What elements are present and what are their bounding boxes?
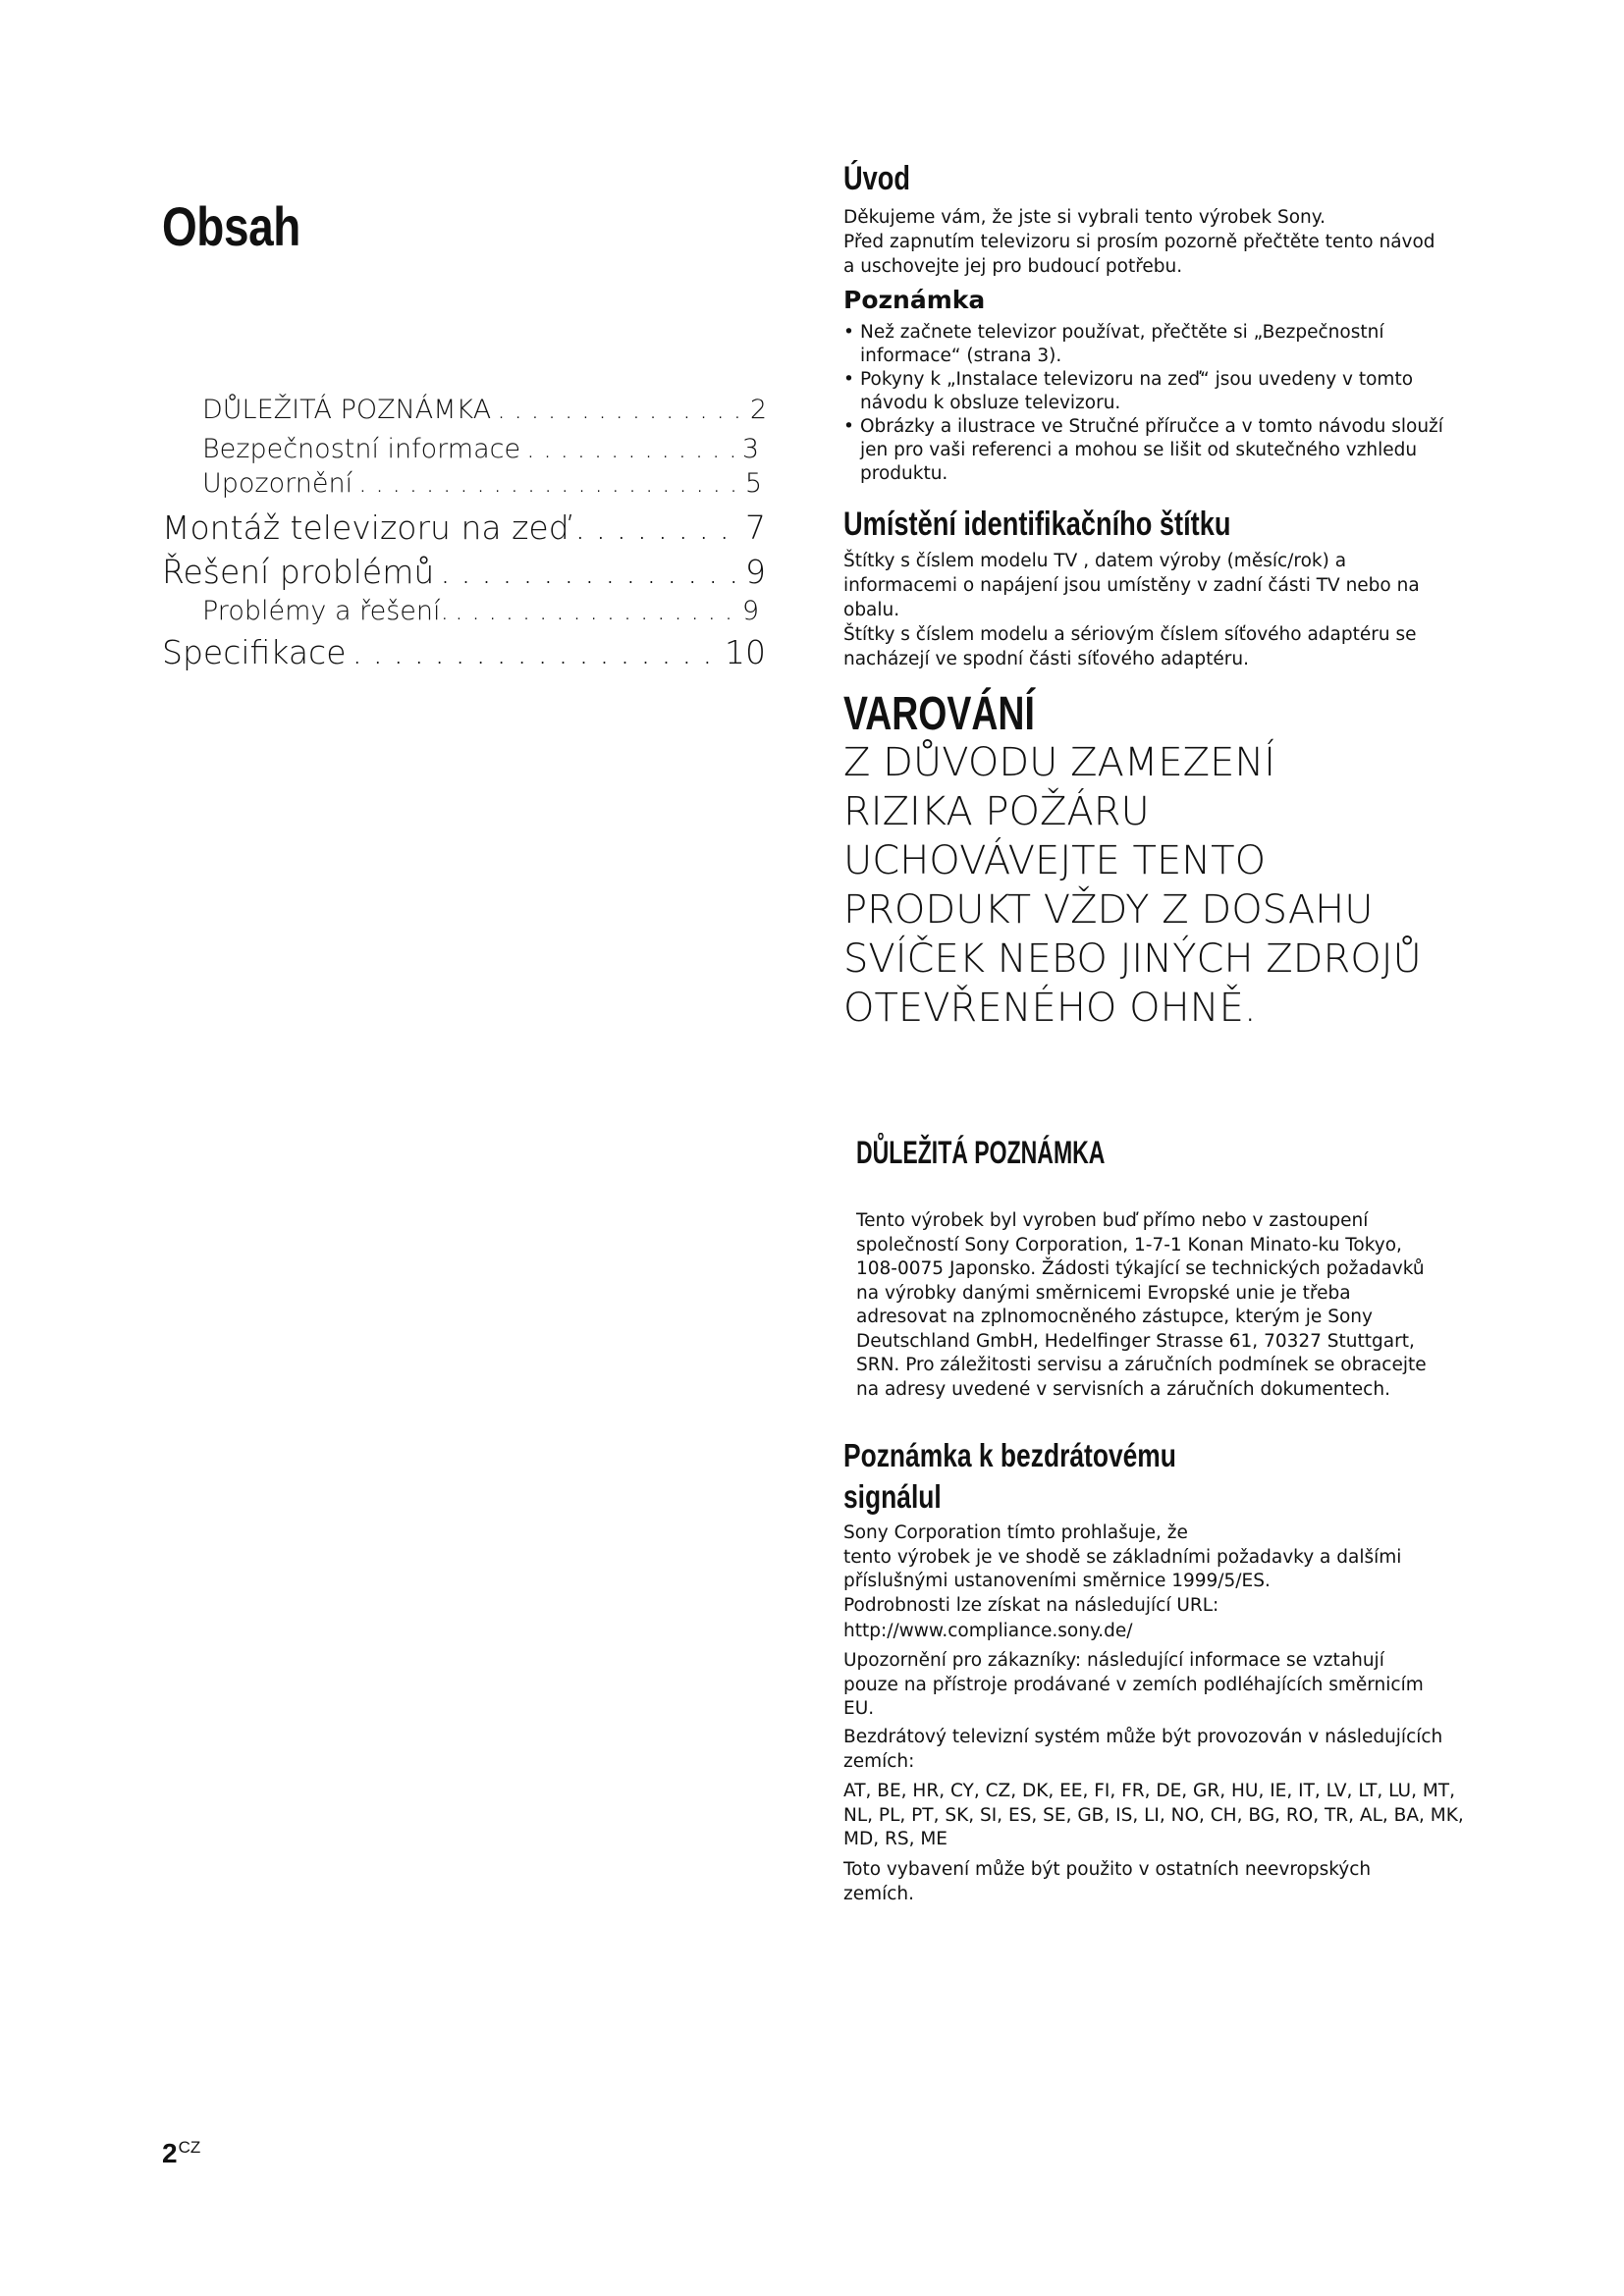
toc-leader-dots <box>575 508 739 547</box>
toc-entry[interactable] <box>162 553 766 591</box>
toc-entry[interactable] <box>202 395 767 425</box>
note-heading: Poznámka <box>843 286 986 314</box>
page-number-value: 2 <box>162 2138 178 2168</box>
wireless-declaration: Sony Corporation tímto prohlašuje, že tento výrobek je ve shodě se základními požadavky a dalšími příslušnými ustanoveními směrnice 1999/5/ES. Podrobnosti lze získat na následující URL: <box>843 1522 1402 1616</box>
toc-entry[interactable] <box>162 633 766 671</box>
toc-entry-label: Specifikace <box>162 633 347 671</box>
toc-entry-label: Problémy a řešení. <box>202 596 450 626</box>
list-item: • Než začnete televizor používat, přečtěte si „Bezpečnostní informace“ (strana 3). <box>843 321 1472 368</box>
customer-notice: Upozornění pro zákazníky: následující informace se vztahují pouze na přístroje prodávané v zemích podléhajících směrnicím EU. <box>843 1650 1424 1719</box>
toc-entry-label: Upozornění <box>202 468 353 499</box>
page-number <box>162 2138 200 2169</box>
toc-entry-label: DŮLEŽITÁ POZNÁMKA <box>202 395 492 425</box>
toc-entry-page: 3 <box>741 434 759 464</box>
intro-heading: Úvod <box>843 160 910 197</box>
important-note-text: Tento výrobek byl vyroben buď přímo nebo v zastoupení společností Sony Corporation, 1-7-1 Konan Minato-ku Tokyo, 108-0075 Japonsko. Žádosti týkající se technických požadavků na výrobky danými směrnicemi Evropské unie je třeba adresovat na zplnomocněného zástupce, kterým je Sony Deutschland GmbH, Hedelfinger Strasse 61, 70327 Stuttgart, SRN. Pro záležitosti servisu a záručních podmínek se obracejte na adresy uvedené v servisních a záručních dokumentech. <box>856 1210 1427 1400</box>
countries-list: AT, BE, HR, CY, CZ, DK, EE, FI, FR, DE, GR, HU, IE, IT, LV, LT, LU, MT, NL, PL, PT, SK, SI, ES, SE, GB, IS, LI, NO, CH, BG, RO, TR, AL, BA, MK, MD, RS, ME <box>843 1781 1464 1849</box>
list-item: • Pokyny k „Instalace televizoru na zeď“ jsou uvedeny v tomto návodu k obsluze televizoru. <box>843 368 1472 415</box>
label-location-heading: Umístění identifikačního štítku <box>843 506 1231 543</box>
page-title: Obsah <box>162 195 300 257</box>
toc-entry-label: Bezpečnostní informace <box>202 434 521 464</box>
toc-entry-page: 9 <box>741 596 759 626</box>
toc-entry-page: 2 <box>749 395 767 425</box>
toc-entry-page: 9 <box>745 553 766 591</box>
toc-leader-dots <box>455 596 736 626</box>
non-eu-note: Toto vybavení může být použito v ostatních neevropských zemích. <box>843 1859 1372 1904</box>
important-note-heading: DŮLEŽITÁ POZNÁMKA <box>856 1135 1106 1170</box>
toc-leader-dots <box>497 395 744 425</box>
toc-leader-dots <box>352 633 720 671</box>
toc-leader-dots <box>526 434 736 464</box>
toc-entry-page: 7 <box>745 508 766 547</box>
compliance-url-link[interactable]: http://www.compliance.sony.de/ <box>843 1621 1133 1641</box>
warning-heading: VAROVÁNÍ <box>843 688 1035 740</box>
warning-text: Z DŮVODU ZAMEZENÍ RIZIKA POŽÁRU UCHOVÁVEJTE TENTO PRODUKT VŽDY Z DOSAHU SVÍČEK NEBO JINÝCH ZDROJŮ OTEVŘENÉHO OHNĚ. <box>843 740 1422 1031</box>
list-item: • Obrázky a ilustrace ve Stručné příručce a v tomto návodu slouží jen pro vaši referenci a mohou se lišit od skutečného vzhledu produktu. <box>843 415 1472 486</box>
toc-entry[interactable] <box>202 468 762 499</box>
note-list <box>843 321 1472 486</box>
toc-entry[interactable] <box>202 596 759 626</box>
toc-leader-dots <box>440 553 739 591</box>
toc-entry-page: 10 <box>725 633 766 671</box>
toc-entry[interactable] <box>202 434 759 464</box>
toc-entry-label: Řešení problémů <box>162 553 435 591</box>
intro-text: Děkujeme vám, že jste si vybrali tento výrobek Sony. Před zapnutím televizoru si prosím pozorně přečtěte tento návod a uschovejte jej pro budoucí potřebu. <box>843 207 1435 277</box>
page-language-code: CZ <box>178 2138 201 2157</box>
label-location-text: Štítky s číslem modelu TV , datem výroby (měsíc/rok) a informacemi o napájení jsou umístěny v zadní části TV nebo na obalu. Štítky s číslem modelu a sériovým číslem síťového adaptéru se nacházejí ve spodní části síťového adaptéru. <box>843 551 1420 669</box>
toc-entry-page: 5 <box>744 468 762 499</box>
toc-leader-dots <box>358 468 739 499</box>
toc-entry[interactable] <box>162 508 766 547</box>
toc-entry-label: Montáž televizoru na zeď <box>162 508 569 547</box>
countries-intro: Bezdrátový televizní systém může být provozován v následujících zemích: <box>843 1727 1443 1772</box>
wireless-heading: Poznámka k bezdrátovému signálul <box>843 1437 1176 1515</box>
